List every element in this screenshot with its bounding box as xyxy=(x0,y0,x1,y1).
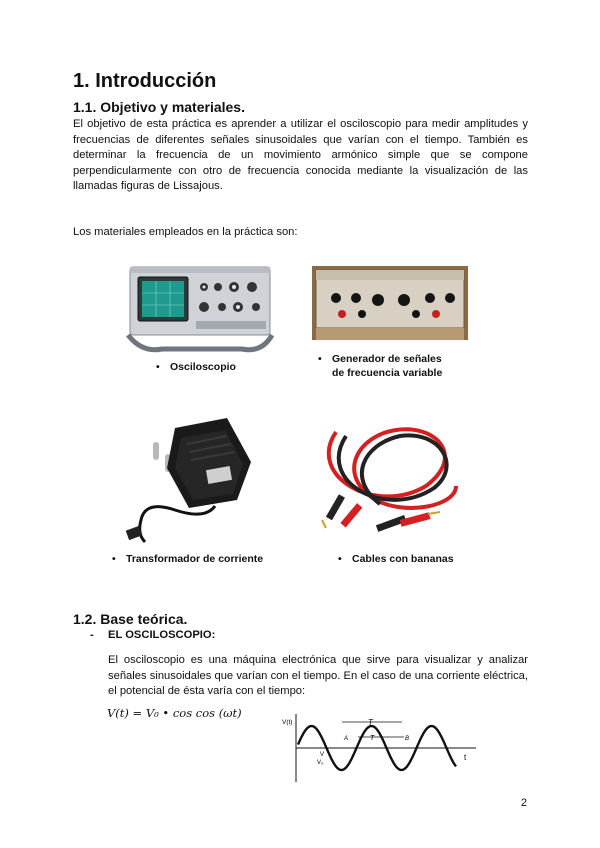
banana-cables-image xyxy=(316,416,468,546)
v-label: V xyxy=(320,752,325,758)
objective-paragraph: El objetivo de esta práctica es aprender a utilizar el osciloscopio para medir amplitudes y frecuencias de diferentes señales sinusoidales que varían con el tiempo. También es determinar la frecuencia de un movimiento armónico simple que se compone perpendicularmente con otro de frecuencia conocida mediante la visualización de las llamadas figuras de Lissajous. xyxy=(73,118,528,193)
x-axis-label: t xyxy=(464,753,467,762)
v0-label: V₀ xyxy=(317,760,324,766)
caption-oscilloscope: • Osciloscopio xyxy=(156,361,236,373)
caption-cables: • Cables con bananas xyxy=(338,553,454,565)
materials-intro: Los materiales empleados en la práctica son: xyxy=(73,226,298,238)
oscilloscope-subheading: - EL OSCILOSCOPIO: xyxy=(90,629,216,641)
oscilloscope-image xyxy=(122,263,274,358)
point-a-label: A xyxy=(344,736,349,742)
section-title-objective: 1.1. Objetivo y materiales. xyxy=(73,99,245,115)
period-label-top: T xyxy=(368,718,373,727)
y-axis-label: V(t) xyxy=(282,719,293,726)
power-adapter-image xyxy=(115,410,265,550)
period-label-mid: T xyxy=(370,735,375,742)
point-b-label: B xyxy=(405,736,410,742)
page-number: 2 xyxy=(520,797,527,809)
caption-transformer: • Transformador de corriente xyxy=(112,553,264,565)
section-title-theory: 1.2. Base teórica. xyxy=(73,611,188,627)
caption-signal-generator: • Generador de señales de frecuencia variable xyxy=(318,353,443,379)
sine-wave-graph xyxy=(280,710,480,786)
page-heading: 1. Introducción xyxy=(73,70,217,92)
oscilloscope-paragraph: El osciloscopio es una máquina electrónica que sirve para visualizar y analizar señales sinusoidales que varían con el tiempo. En el caso de una corriente eléctrica, el potencial de ésta varía con el tiempo: xyxy=(108,654,528,698)
voltage-formula: V(t) = V₀ • cos cos (ωt) xyxy=(107,706,242,720)
signal-generator-image xyxy=(312,266,468,340)
